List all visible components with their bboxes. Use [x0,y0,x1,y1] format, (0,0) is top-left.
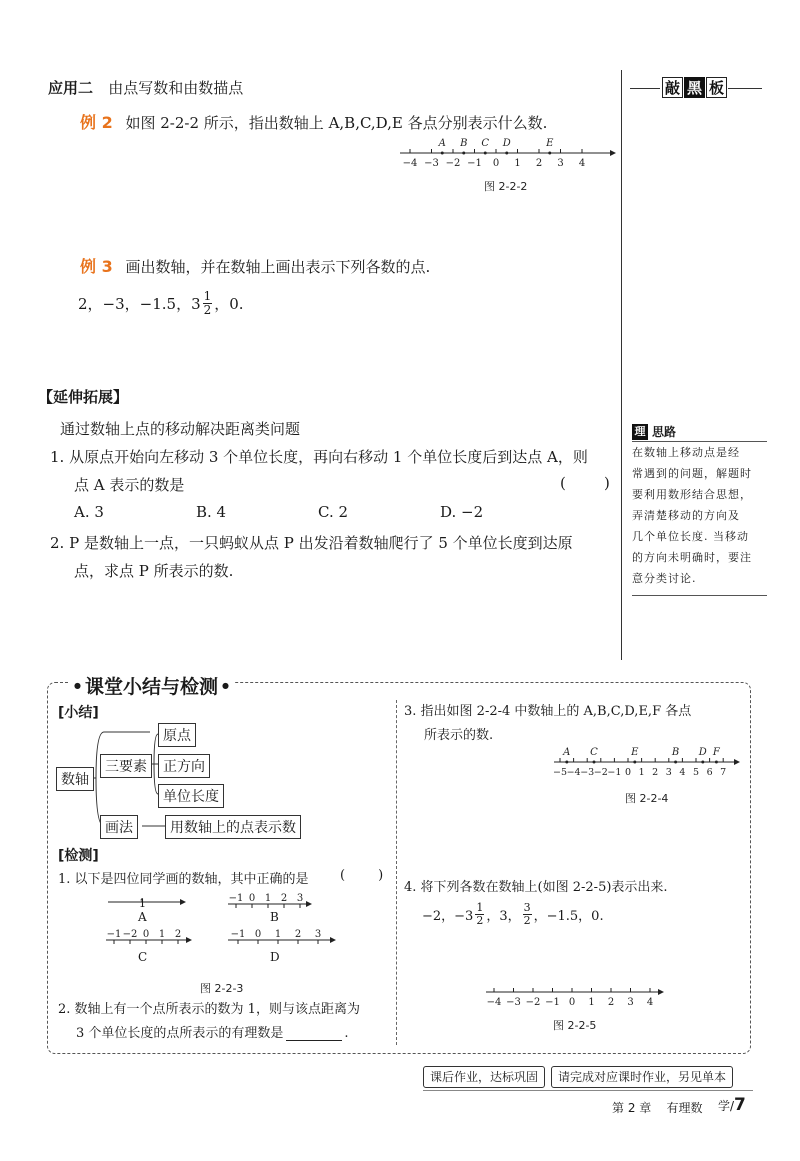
nl4-tick-label: −4 [566,767,581,778]
chip-qiao: 敲 [662,77,683,98]
jiance-label: [检测] [58,848,99,864]
test-1: 1. 以下是四位同学画的数轴，其中正确的是 [58,872,309,887]
test-2-text: 3 个单位长度的点所表示的有理数是 [76,1026,284,1041]
tip-line: 弄清楚移动的方向及 [632,509,740,522]
nl5-tick-label: 2 [607,997,615,1008]
optd-tick-label: 3 [314,929,322,940]
number-line-2-2-4 [550,745,745,779]
figure-2-2-3-caption: 图 2-2-3 [200,982,244,995]
t4-frac-1 [475,902,484,927]
section-heading-label: 应用二 [48,79,94,97]
optb-tick-label: −1 [228,893,244,904]
nl4-point-label: B [671,747,680,758]
nl4-point [715,761,718,764]
optd-tick-label: 0 [254,929,262,940]
t4-frac2-den: 2 [523,914,531,927]
opt-c-letter: C [138,950,148,964]
nl5-tick-label: −4 [486,997,502,1008]
nl4-point-label: E [631,747,639,758]
optc-tick-label: −2 [122,929,138,940]
nl1-tick-label: 3 [557,158,564,169]
tip-title: 思路 [652,425,677,439]
nl4-tick-label: 4 [679,767,686,778]
t4-frac1-num: 1 [476,901,484,914]
tree-leaf-origin: 原点 [158,723,196,747]
nl4-point-label: D [698,747,707,758]
test-4-numbers [422,902,604,927]
optd-tick-label: 2 [294,929,302,940]
xiaojie-label: [小结] [58,705,99,721]
t4-frac2-num: 3 [523,901,531,914]
option-c: C. 2 [318,503,349,521]
nl1-point-label: E [546,138,554,149]
section-heading-title: 由点写数和由数描点 [108,79,244,97]
optb-tick-label: 2 [280,893,288,904]
test-3-line-1: 3. 指出如图 2-2-4 中数轴上的 A,B,C,D,E,F 各点 [404,704,692,719]
nl1-point-label: B [460,138,468,149]
nl4-point [701,761,704,764]
tip-line: 在数轴上移动点是经 [632,446,740,459]
nl4-point [633,761,636,764]
nl1-tick-label: −3 [424,158,439,169]
summary-title: ● 课堂小结与检测 ● [68,672,235,699]
tip-line: 常遇到的问题，解题时 [632,467,752,480]
nl4-tick-label: 2 [652,767,659,778]
optc-tick-label: 2 [174,929,182,940]
option-a: A. 3 [74,503,104,521]
homework-note: 请完成对应课时作业，另见单本 [551,1066,733,1088]
nl4-tick-label: 7 [720,767,727,778]
nl1-tick-label: 0 [492,158,500,169]
nl5-tick-label: −3 [506,997,521,1008]
question-1-answer-paren: ( ) [560,474,610,492]
optc-tick-label: 0 [142,929,150,940]
nl1-point-label: A [438,138,446,149]
nl4-tick-label: 1 [638,767,645,778]
nl5-tick-label: 0 [568,997,576,1008]
option-d: D. −2 [440,503,484,521]
footer-subject: 学/ [718,1099,735,1113]
summary-title-text: 课堂小结与检测 [84,676,218,698]
footer-chapter: 第 2 章 有理数 [612,1101,703,1115]
figure-2-2-2-caption: 图 2-2-2 [484,180,528,193]
test-3-line-2: 所表示的数. [424,728,494,743]
footer-page [718,1095,746,1115]
nl5-tick-label: −2 [525,997,541,1008]
opt-d-letter: D [270,950,280,964]
figure-2-2-4-caption: 图 2-2-4 [625,792,669,805]
opt-a-tick-label: 1 [139,897,146,910]
nl1-tick-label: −4 [402,158,418,169]
ex3-numbers-prefix: 2，−3，−1.5，3 [78,295,201,313]
optb-tick-label: 0 [248,893,256,904]
nl4-tick-label: 6 [706,767,713,778]
tree-branch-three-elements: 三要素 [100,754,152,778]
tree-leaf-unit: 单位长度 [158,784,224,808]
optc-tick-label: 1 [158,929,166,940]
page-number: 7 [734,1095,746,1115]
opt-b-letter: B [270,910,279,924]
optc-tick-label: −1 [106,929,122,940]
nl4-tick-label: 3 [665,767,672,778]
nl1-tick-label: 4 [578,158,586,169]
optd-tick-label: −1 [230,929,246,940]
test-4-line-1: 4. 将下列各数在数轴上(如图 2-2-5)表示出来. [404,880,668,895]
tree-root: 数轴 [56,767,94,791]
question-2-line-1: 2. P 是数轴上一点，一只蚂蚁从点 P 出发沿着数轴爬行了 5 个单位长度到达原 [50,534,573,552]
question-2-line-2: 点，求点 P 所表示的数. [74,562,234,580]
option-b: B. 4 [196,503,227,521]
ex3-numbers-suffix: ，0. [214,295,244,313]
tree-leaf-direction: 正方向 [158,754,210,778]
example-2-text: 如图 2-2-2 所示，指出数轴上 A,B,C,D,E 各点分别表示什么数. [125,114,548,132]
nl4-point [593,761,596,764]
ex3-frac-den: 2 [203,303,212,317]
example-3-text: 画出数轴，并在数轴上画出表示下列各数的点. [125,258,431,276]
nl4-point [674,761,677,764]
question-1-line-1: 1. 从原点开始向左移动 3 个单位长度，再向右移动 1 个单位长度后到达点 A，则 [50,448,588,466]
tip-line: 意分类讨论. [632,572,697,585]
nl1-point-label: D [502,138,511,149]
tree-leaf-represent: 用数轴上的点表示数 [165,815,301,839]
nl5-tick-label: 1 [588,997,595,1008]
t4-nums-b: ，3， [486,909,521,924]
nl4-tick-label: 0 [624,767,632,778]
question-1-line-2: 点 A 表示的数是 [74,476,185,494]
extension-header: 【延伸拓展】 [38,388,129,406]
test-2-line-2: 3 个单位长度的点所表示的有理数是 . [76,1022,349,1041]
nl4-point-label: A [563,747,571,758]
nl4-tick-label: −2 [593,767,608,778]
nl4-point-label: C [590,747,598,758]
nl4-tick-label: −5 [552,767,568,778]
homework-tag: 课后作业，达标巩固 [423,1066,545,1088]
opt-a-letter: A [138,910,147,924]
example-3-label: 例 3 [80,257,113,276]
t4-frac1-den: 2 [476,914,484,927]
test-2-line-1: 2. 数轴上有一个点所表示的数为 1，则与该点距离为 [58,1002,360,1017]
tree-branch-drawing: 画法 [100,815,138,839]
test-1-paren: ( ) [340,868,384,883]
nl1-point-label: C [481,138,490,149]
nl1-tick-label: 2 [535,158,543,169]
nl1-tick-label: −1 [467,158,482,169]
ex3-frac-num: 1 [203,289,212,303]
test-2-blank[interactable] [286,1027,342,1041]
nl4-tick-label: −1 [607,767,622,778]
nl4-point-label: F [712,747,720,758]
nl1-tick-label: 1 [514,158,521,169]
extension-subtitle: 通过数轴上点的移动解决距离类问题 [60,420,301,438]
nl5-tick-label: 4 [646,997,654,1008]
footer-rule [423,1090,753,1091]
tip-line: 要利用数形结合思想， [632,488,752,501]
nl4-point [565,761,568,764]
optb-tick-label: 3 [296,893,304,904]
t4-nums-a: −2，−3 [422,909,474,924]
nl4-tick-label: 5 [692,767,700,778]
figure-2-2-5-caption: 图 2-2-5 [553,1019,597,1032]
chip-hei: 黑 [684,77,705,98]
tip-line: 几个单位长度. 当移动 [632,530,749,543]
tip-line: 的方向未明确时，要注 [632,551,752,564]
tip-chip: 理 [632,424,648,440]
chip-ban: 板 [706,77,727,98]
nl1-tick-label: −2 [445,158,461,169]
example-2-label: 例 2 [80,113,113,132]
t4-frac-2 [523,902,532,927]
nl4-tick-label: −3 [580,767,595,778]
t4-nums-c: ，−1.5，0. [533,909,604,924]
number-line-2-2-5 [482,980,672,1014]
optb-tick-label: 1 [264,893,272,904]
nl5-tick-label: −1 [545,997,560,1008]
optd-tick-label: 1 [274,929,282,940]
nl5-tick-label: 3 [627,997,634,1008]
